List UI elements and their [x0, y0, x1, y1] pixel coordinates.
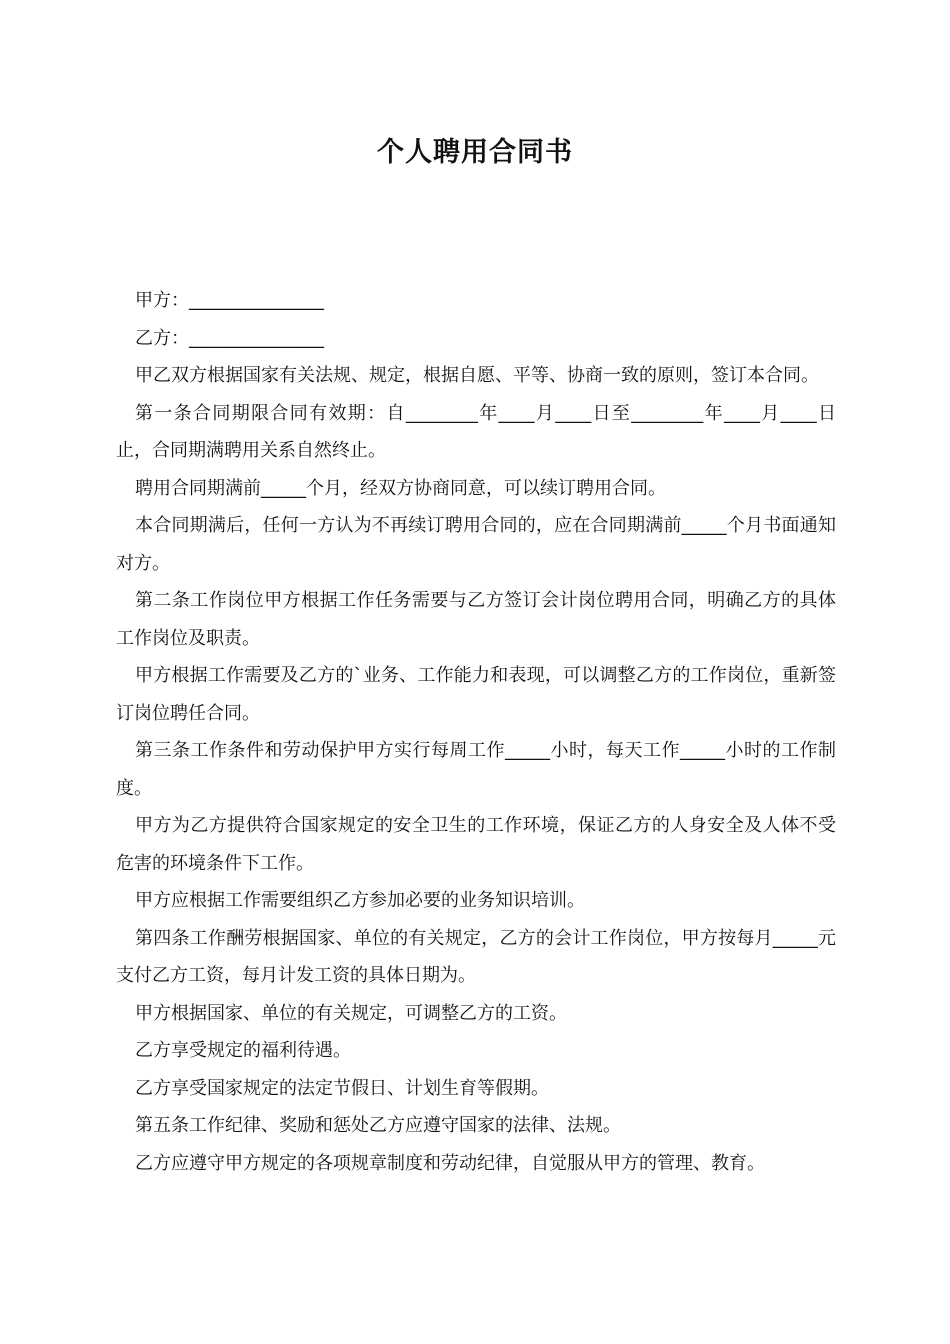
- salary-adjustment-paragraph: 甲方根据国家、单位的有关规定，可调整乙方的工资。: [135, 1002, 567, 1024]
- training-paragraph: 甲方应根据工作需要组织乙方参加必要的业务知识培训。: [135, 890, 585, 911]
- party-a-line: 甲方：_______________: [135, 290, 324, 311]
- article-5-discipline-paragraph: 第五条工作纪律、奖励和惩处乙方应遵守国家的法律、法规。: [135, 1115, 621, 1136]
- benefits-paragraph: 乙方享受规定的福利待遇。: [135, 1040, 351, 1061]
- rules-compliance-paragraph: 乙方应遵守甲方规定的各项规章制度和劳动纪律，自觉服从甲方的管理、教育。: [135, 1152, 765, 1174]
- holidays-paragraph: 乙方享受国家规定的法定节假日、计划生育等假期。: [135, 1077, 549, 1099]
- article-1-term-paragraph: 第一条合同期限合同有效期：自________年____月____日至________年____月____日止，合同期满聘用关系自然终止。: [116, 402, 836, 461]
- party-b-line: 乙方：_______________: [135, 327, 324, 349]
- article-4-salary-paragraph: 第四条工作酬劳根据国家、单位的有关规定，乙方的会计工作岗位，甲方按每月_____元支付乙方工资，每月计发工资的具体日期为。: [116, 927, 836, 986]
- article-3-working-hours-paragraph: 第三条工作条件和劳动保护甲方实行每周工作_____小时，每天工作_____小时的工作制度。: [116, 740, 836, 799]
- safety-environment-paragraph: 甲方为乙方提供符合国家规定的安全卫生的工作环境，保证乙方的人身安全及人体不受危害的环境条件下工作。: [116, 815, 836, 874]
- non-renewal-notice-paragraph: 本合同期满后，任何一方认为不再续订聘用合同的，应在合同期满前_____个月书面通知对方。: [116, 515, 836, 574]
- preamble-paragraph: 甲乙双方根据国家有关法规、规定，根据自愿、平等、协商一致的原则，签订本合同。: [135, 365, 819, 386]
- renewal-paragraph: 聘用合同期满前_____个月，经双方协商同意，可以续订聘用合同。: [135, 477, 666, 499]
- document-title: 个人聘用合同书: [377, 137, 573, 168]
- position-adjustment-paragraph: 甲方根据工作需要及乙方的`业务、工作能力和表现，可以调整乙方的工作岗位，重新签订岗位聘任合同。: [116, 665, 836, 724]
- document-body: [116, 282, 836, 1182]
- article-2-position-paragraph: 第二条工作岗位甲方根据工作任务需要与乙方签订会计岗位聘用合同，明确乙方的具体工作岗位及职责。: [116, 590, 836, 649]
